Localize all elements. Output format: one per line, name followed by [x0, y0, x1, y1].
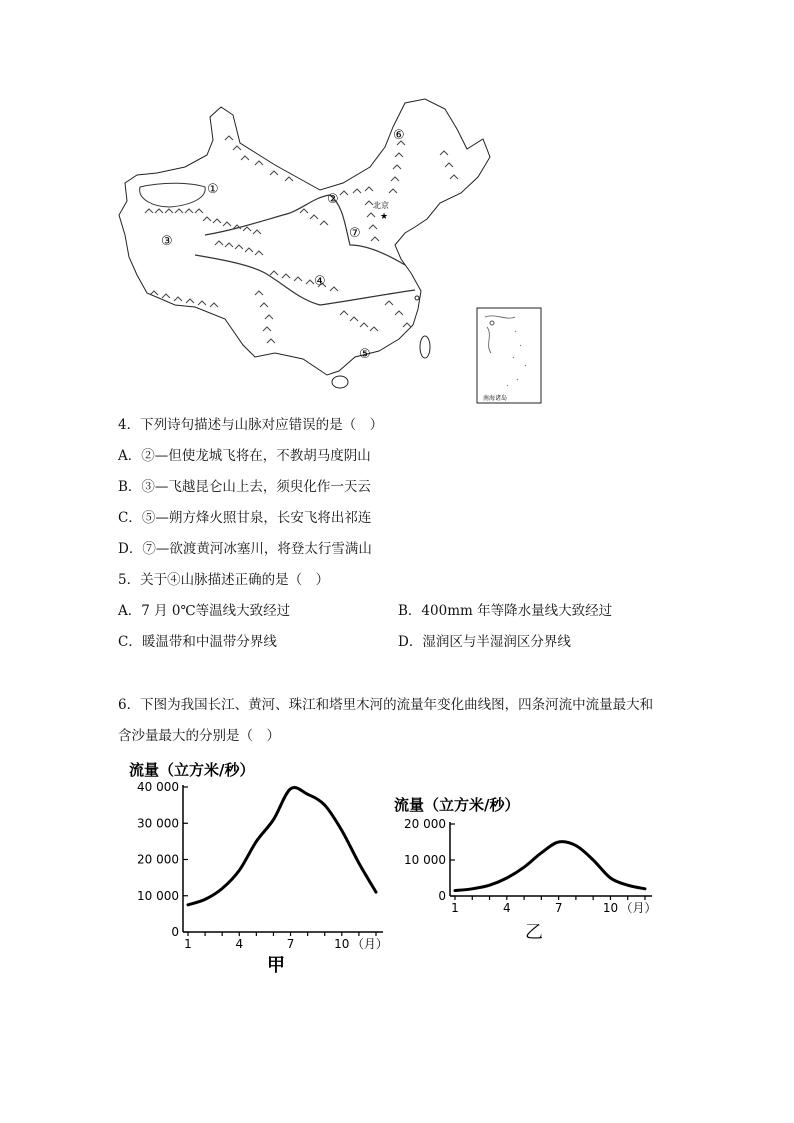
- q5-option-c[interactable]: C．暖温带和中温带分界线: [118, 634, 277, 650]
- china-mountain-map: [115, 95, 555, 410]
- q6-stem-line-2: 含沙量最大的分别是（ ）: [118, 728, 280, 744]
- flow-chart-yi: [390, 790, 670, 945]
- q6-stem-line-1: 6．下图为我国长江、黄河、珠江和塔里木河的流量年变化曲线图，四条河流中流量最大和: [118, 697, 654, 713]
- tarim-basin-boundary: [140, 183, 206, 207]
- yi-xtick-label: 1: [451, 901, 459, 915]
- map-label-7: ⑦: [349, 226, 361, 241]
- south-china-sea-inset: [477, 308, 541, 403]
- jia-xtick-label: 10: [334, 937, 350, 951]
- map-label-4: ④: [314, 274, 326, 289]
- chart-yi-title: 乙: [525, 922, 543, 943]
- chart-jia-ylabel: 流量（立方米/秒）: [129, 761, 255, 779]
- mountain-ranges: [145, 136, 458, 343]
- yi-ytick-label: 20 000: [404, 817, 446, 831]
- yi-ytick-label: 10 000: [404, 853, 446, 867]
- yi-xtick-label: 10: [602, 901, 619, 915]
- jia-ytick-label: 0: [171, 925, 179, 939]
- flow-chart-jia: [125, 755, 395, 977]
- jia-ytick-label: 10 000: [137, 888, 179, 903]
- q5-option-d[interactable]: D．湿润区与半湿润区分界线: [398, 634, 571, 650]
- jia-xtick-label: 7: [286, 937, 295, 951]
- q5-option-b[interactable]: B．400mm 年等降水量线大致经过: [398, 603, 613, 619]
- map-label-6: ⑥: [393, 128, 405, 143]
- yi-xtick-label: 4: [502, 901, 511, 915]
- chart-jia-series-line: [188, 787, 376, 904]
- yi-xtick-label: 7: [554, 901, 563, 915]
- q5-stem: 5．关于④山脉描述正确的是（ ）: [118, 572, 330, 588]
- map-label-1: ①: [207, 182, 219, 197]
- jia-ytick-label: 40 000: [137, 780, 179, 794]
- yi-xlabel: （月）: [620, 901, 657, 915]
- beijing-label: 北京: [373, 201, 389, 210]
- shanghai-marker: [415, 296, 419, 300]
- jia-ytick-label: 20 000: [137, 852, 179, 867]
- q4-option-b[interactable]: B．③—飞越昆仑山上去，须臾化作一天云: [118, 479, 371, 495]
- q4-option-a[interactable]: A．②—但使龙城飞将在，不教胡马度阴山: [118, 448, 371, 464]
- taiwan-island: [420, 336, 430, 358]
- capital-star-icon: ★: [380, 212, 389, 222]
- map-label-2: ②: [327, 192, 339, 207]
- chart-jia-title: 甲: [267, 955, 285, 976]
- inset-label: 南海诸岛: [483, 395, 508, 402]
- china-outline: [119, 99, 490, 375]
- q4-option-c[interactable]: C．⑤—朔方烽火照甘泉，长安飞将出祁连: [118, 510, 372, 526]
- jia-xtick-label: 4: [235, 937, 244, 951]
- q4-stem: 4．下列诗句描述与山脉对应错误的是（ ）: [118, 417, 384, 433]
- chart-yi-ylabel: 流量（立方米/秒）: [394, 796, 520, 814]
- hainan-island: [332, 376, 348, 388]
- chart-yi-series-line: [455, 842, 645, 891]
- yangtze-river: [195, 255, 415, 305]
- yi-ytick-label: 0: [438, 889, 446, 903]
- q5-option-a[interactable]: A．7 月 0℃等温线大致经过: [118, 603, 291, 619]
- jia-xtick-label: 1: [184, 937, 192, 951]
- map-label-3: ③: [161, 234, 173, 249]
- jia-xlabel: （月）: [351, 937, 388, 951]
- q4-option-d[interactable]: D．⑦—欲渡黄河冰塞川，将登太行雪满山: [118, 541, 372, 557]
- map-label-5: ⑤: [359, 347, 371, 362]
- jia-ytick-label: 30 000: [137, 816, 179, 831]
